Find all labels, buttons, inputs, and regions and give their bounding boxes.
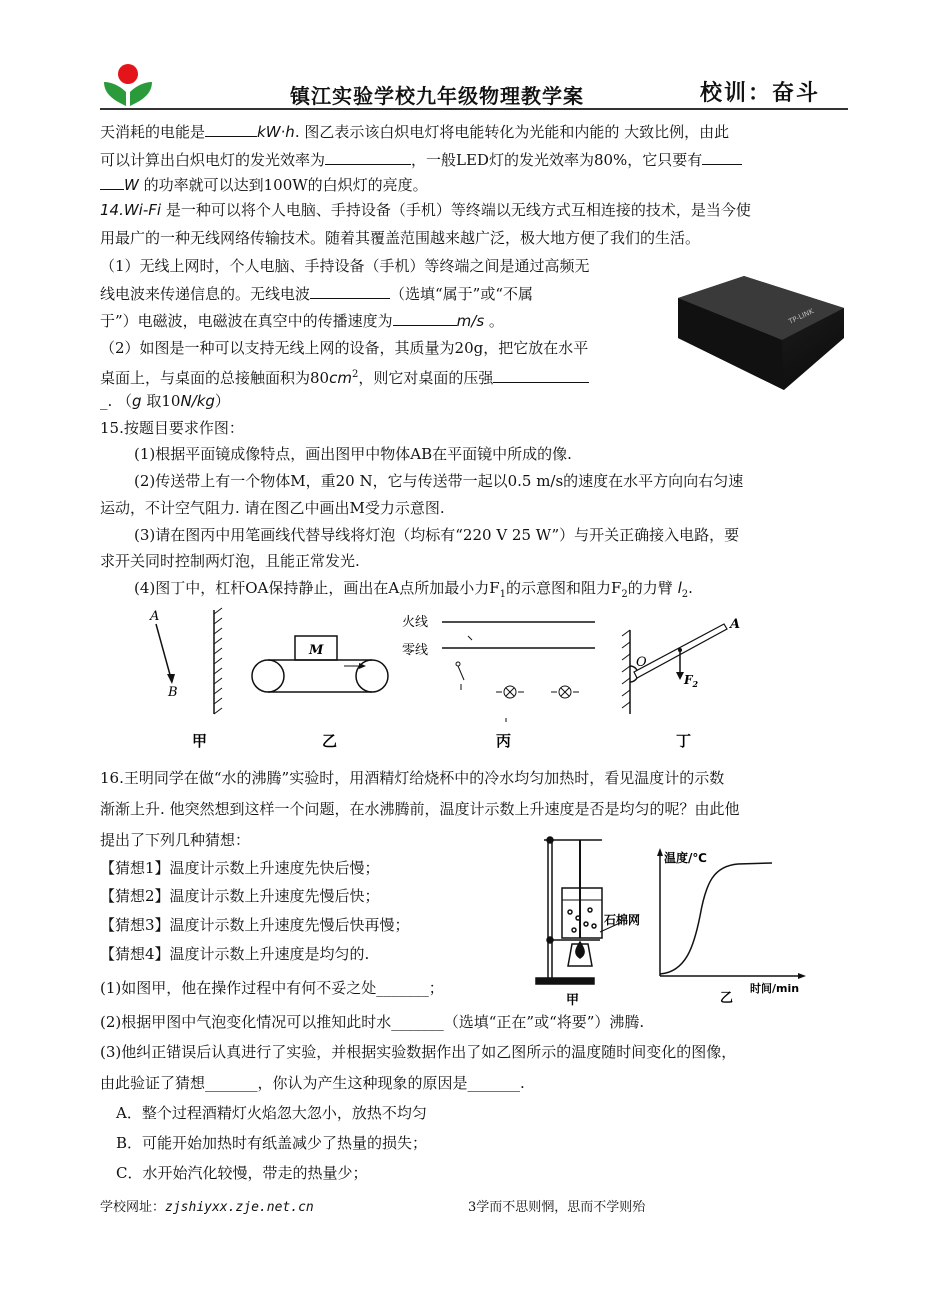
text-line: 桌面上，与桌面的总接触面积为$80cm^2$，则它对桌面的压强 [100, 365, 589, 388]
figure-ding [622, 617, 740, 714]
text-line: 提出了下列几种猜想： [100, 831, 251, 849]
school-logo [100, 62, 156, 110]
text-line: 天消耗的电能是 kW·h. 图乙表示该白炽电灯将电能转化为光能和内能的 大致比例，由此 [100, 123, 730, 141]
text-line: (3)请在图丙中用笔画线代替导线将灯泡（均标有“220 V 25 W”）与开关正确接入电路，要 [134, 526, 740, 544]
asbestos-net-label: 石棉网 [604, 913, 641, 927]
text-line: （2）如图是一种可以支持无线上网的设备，其质量为20g，把它放在水平 [100, 339, 589, 357]
figure-yi [252, 636, 388, 692]
text-line: (2)根据甲图中气泡变化情况可以推知此时水_______（选填“正在”或“将要”）沸腾. [100, 1013, 645, 1031]
q15-figures [140, 604, 780, 754]
page-title: 镇江实验学校九年级物理教学案 [290, 84, 584, 108]
zero-line-label: 零线 [402, 643, 429, 658]
fire-line-label: 火线 [402, 615, 429, 630]
text-line: 14.Wi-Fi 是一种可以将个人电脑、手持设备（手机）等终端以无线方式互相连接的技术，是当今使 [100, 201, 751, 219]
boiling-apparatus [536, 837, 622, 984]
caption-ding: 丁 [676, 732, 692, 750]
q16-figures [530, 826, 820, 1010]
text-line: (4)图丁中，杠杆OA保持静止，画出在A点所加最小力$F_1$的示意图和阻力$F_2$的力臂 $l_2$. [134, 579, 693, 600]
option-A: A．整个过程酒精灯火焰忽大忽小，放热不均匀 [116, 1104, 427, 1122]
text-line: 【猜想4】温度计示数上升速度是均匀的. [100, 945, 370, 963]
point-B-label: B [168, 685, 178, 700]
figure-bing [402, 614, 595, 722]
text-line: 于”）电磁波，电磁波在真空中的传播速度为 m/s 。 [100, 312, 504, 330]
footer-motto: 3学而不思则惘，思而不学则殆 [468, 1200, 646, 1215]
temperature-curve [660, 863, 772, 974]
force-F2-label: $F_2$ [684, 673, 699, 689]
bulb-1 [496, 686, 524, 698]
text-line: (1)如图甲，他在操作过程中有何不妥之处_______； [100, 979, 444, 997]
option-B: B．可能开始加热时有纸盖减少了热量的损失； [116, 1134, 428, 1152]
school-motto: 校训：奋斗 [700, 81, 821, 106]
caption-q16-yi: 乙 [720, 991, 734, 1006]
temperature-graph [657, 848, 806, 1006]
text-line: 【猜想3】温度计示数上升速度先慢后快再慢； [100, 916, 410, 934]
text-line: W 的功率就可以达到100W的白炽灯的亮度。 [100, 175, 428, 195]
router-brand-label: TP-LINK [787, 307, 816, 326]
text-line: _. （g 取10N/kg） [100, 392, 230, 410]
text-line: 可以计算出白炽电灯的发光效率为 ，一般LED灯的发光效率为80%，它只要有 [100, 150, 742, 170]
text-line: (2)传送带上有一个物体M，重20 N，它与传送带一起以0.5 m/s的速度在水平方向向右匀速 [134, 472, 744, 490]
footer-website: 学校网址：zjshiyxx.zje.net.cn [100, 1200, 314, 1215]
figure-jia [149, 608, 222, 714]
text-line: (3)他纠正错误后认真进行了实验，并根据实验数据作出了如乙图所示的温度随时间变化的图像， [100, 1043, 737, 1061]
point-A-label: A [730, 617, 741, 632]
point-O-label: O [636, 655, 647, 670]
object-M-label: M [309, 643, 324, 658]
caption-yi: 乙 [322, 732, 338, 750]
caption-q16-jia: 甲 [566, 993, 580, 1008]
text-line: 求开关同时控制两灯泡，且能正常发光. [100, 552, 360, 570]
header-divider [100, 108, 848, 110]
option-C: C．水开始汽化较慢，带走的热量少； [116, 1164, 368, 1182]
text-line: （1）无线上网时，个人电脑、手持设备（手机）等终端之间是通过高频无 [100, 257, 590, 275]
text-line: 线电波来传递信息的。无线电波 （选填“属于”或“不属 [100, 285, 534, 303]
text-line: 用最广的一种无线网络传输技术。随着其覆盖范围越来越广泛，极大地方便了我们的生活。 [100, 229, 701, 247]
y-axis-label: 温度/℃ [664, 851, 707, 865]
text-line: 16.王明同学在做“水的沸腾”实验时，用酒精灯给烧杯中的冷水均匀加热时，看见温度计的示数 [100, 769, 725, 787]
text-line: 由此验证了猜想_______，你认为产生这种现象的原因是_______. [100, 1074, 525, 1092]
text-line: 【猜想1】温度计示数上升速度先快后慢； [100, 859, 380, 877]
text-line: 运动，不计空气阻力. 请在图乙中画出M受力示意图. [100, 499, 445, 517]
footer-url[interactable]: zjshiyxx.zje.net.cn [165, 1200, 314, 1215]
x-axis-label: 时间/min [750, 982, 800, 995]
caption-jia: 甲 [192, 732, 208, 750]
switch [458, 666, 464, 680]
text-line: 【猜想2】温度计示数上升速度先慢后快； [100, 887, 380, 905]
bulb-2 [551, 686, 579, 698]
caption-bing: 丙 [496, 732, 512, 750]
text-line: 渐渐上升. 他突然想到这样一个问题，在水沸腾前，温度计示数上升速度是否是均匀的呢？由此他 [100, 800, 740, 818]
point-A-label: A [150, 609, 160, 624]
wifi-router-image [672, 268, 848, 398]
text-line: 15.按题目要求作图： [100, 419, 244, 437]
text-line: (1)根据平面镜成像特点，画出图甲中物体AB在平面镜中所成的像. [134, 445, 572, 463]
